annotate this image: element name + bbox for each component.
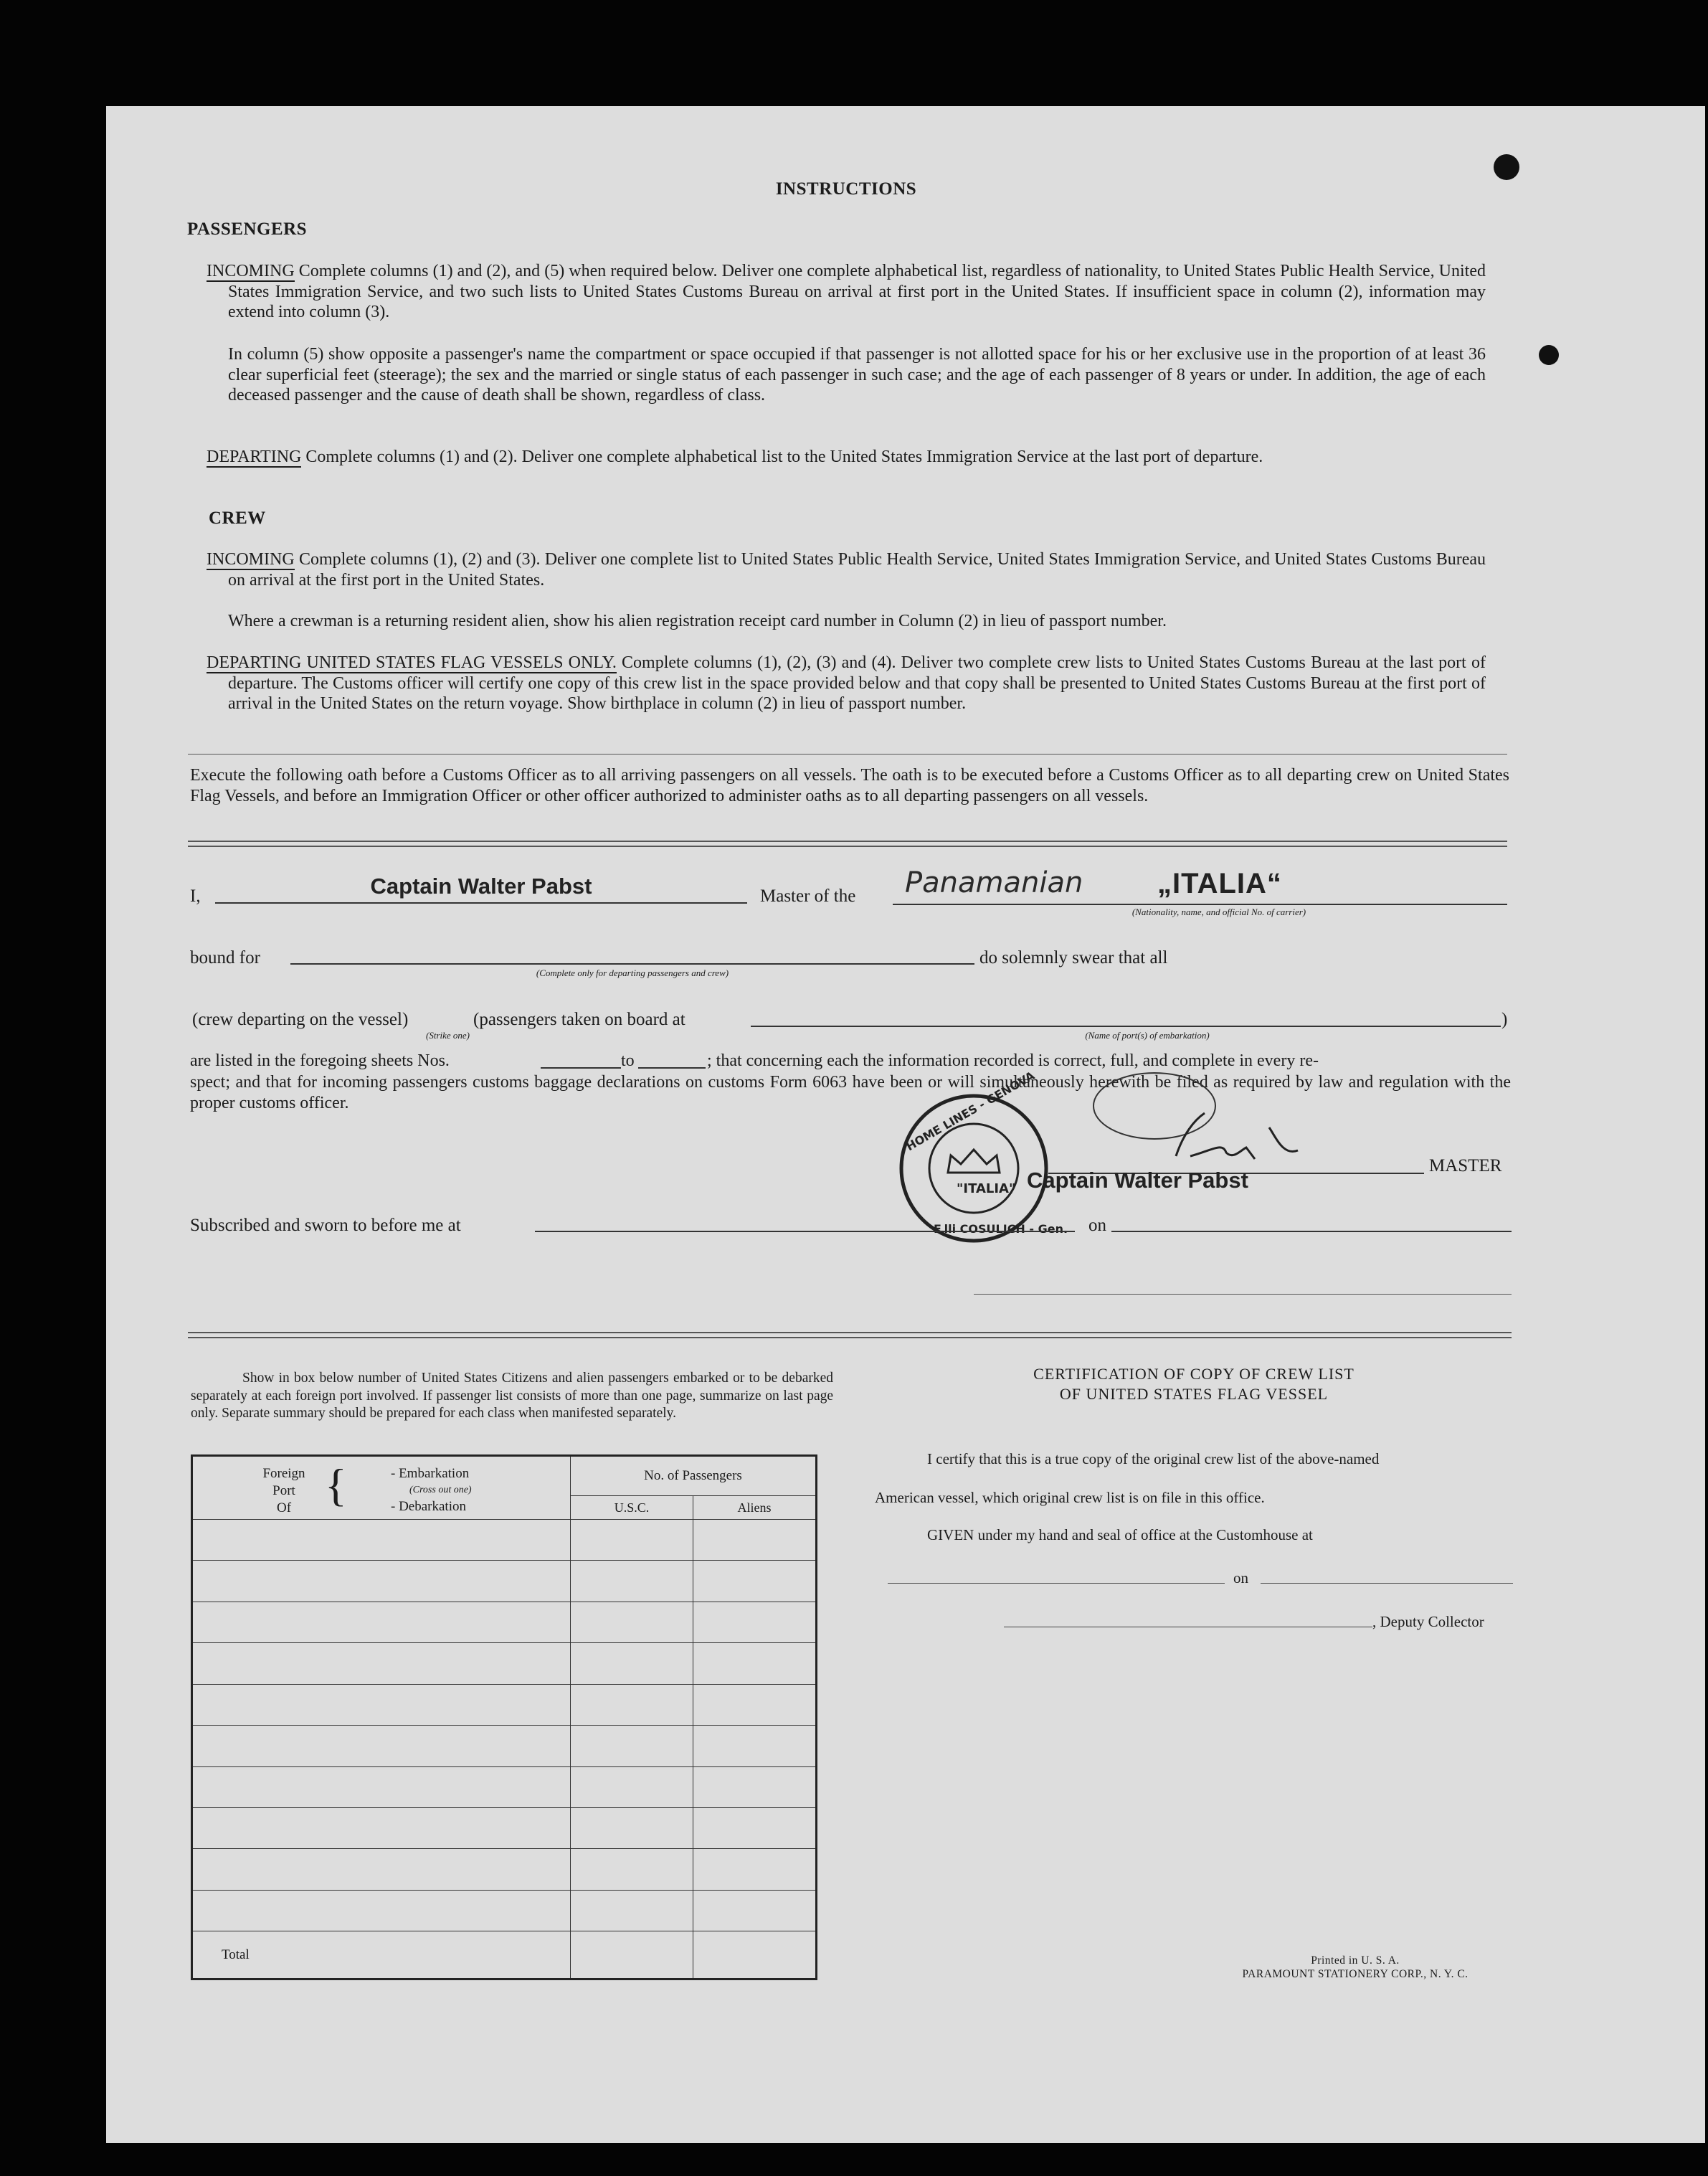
crew-incoming-label: INCOMING (207, 550, 295, 569)
incoming-text: Complete columns (1) and (2), and (5) when required below. Deliver one complete alphabetical list, regardless of nationality, to United States Public Health Service, United States Immigration Service, and two such lists to United States Customs Bureau on arrival at first port in the United States. If insufficient space in column (2), information may extend into column (3). (228, 262, 1486, 321)
certification-title-1: CERTIFICATION OF COPY OF CREW LIST (1033, 1365, 1354, 1383)
usc-cell[interactable] (571, 1726, 693, 1766)
carrier-caption: (Nationality, name, and official No. of carrier) (1131, 907, 1306, 917)
crew-departing-text: Complete columns (1), (2), (3) and (4). Deliver two complete crew lists to United States Customs Bureau at the last port of departure. The Customs officer will certify one copy of this crew list in the space provided below and that copy shall be presented to United States Customs Bureau at the first port of arrival in the United States on the return voyage. Show birthplace in column (2) in lieu of passport number. (228, 653, 1486, 713)
printer-name: PARAMOUNT STATIONERY CORP., N. Y. C. (1242, 1968, 1469, 1980)
total-label: Total (192, 1931, 571, 1979)
departing-text: Complete columns (1) and (2). Deliver one complete alphabetical list to the United States Immigration Service at the last port of departure. (305, 448, 1263, 466)
crew-incoming-text: Complete columns (1), (2) and (3). Deliver one complete list to United States Public Health Service, United States Immigration Service, and United States Customs Bureau on arrival at the first port in the United States. (228, 550, 1486, 590)
port-cell[interactable] (192, 1684, 571, 1725)
respect-text: spect; and that for incoming passengers customs baggage declarations on customs Form 6063 have been or will simultaneously herewith be filed as required by law and regulation with the proper customs officer. (190, 1073, 1511, 1112)
total-row (192, 1931, 817, 1979)
table-row (192, 1849, 817, 1890)
table-row (192, 1684, 817, 1725)
debarkation-label: - Debarkation (391, 1499, 466, 1514)
passengers-incoming-paragraph (207, 261, 1486, 323)
table-row (192, 1519, 817, 1560)
certification-title-2: OF UNITED STATES FLAG VESSEL (1059, 1385, 1329, 1403)
aliens-cell[interactable] (693, 1684, 817, 1725)
port-cell[interactable] (192, 1890, 571, 1931)
table-row (192, 1766, 817, 1807)
bound-for-label: bound for (190, 948, 260, 968)
aliens-cell[interactable] (693, 1807, 817, 1848)
vessel-name: „ITALIA“ (1157, 868, 1282, 899)
stamp-text: "ITALIA" (957, 1181, 1016, 1196)
crew-heading: CREW (209, 508, 266, 528)
hole-punch (1539, 345, 1559, 365)
table-row (192, 1602, 817, 1642)
incoming-label: INCOMING (207, 262, 295, 280)
port-cell[interactable] (192, 1807, 571, 1848)
usc-cell[interactable] (571, 1684, 693, 1725)
table-row (192, 1561, 817, 1602)
oath-i-label: I, (190, 886, 201, 906)
port-cell[interactable] (192, 1643, 571, 1684)
passengers-heading: PASSENGERS (187, 219, 308, 239)
usc-cell[interactable] (571, 1890, 693, 1931)
solemnly-swear-text: do solemnly swear that all (979, 948, 1168, 968)
passengers-departing-paragraph (207, 447, 1486, 468)
deputy-collector-label: , Deputy Collector (1372, 1613, 1484, 1630)
usc-header: U.S.C. (571, 1496, 693, 1519)
concerning-text: ; that concerning each the information recorded is correct, full, and complete in every re- (707, 1051, 1319, 1070)
crew-departing-paragraph (207, 653, 1486, 714)
master-name-typed: Captain Walter Pabst (370, 874, 592, 899)
crew-incoming-paragraph (207, 549, 1486, 590)
of-label: Of (276, 1500, 292, 1515)
master-name-signed: Captain Walter Pabst (1027, 1168, 1248, 1193)
nationality-handwritten: Panamanian (905, 866, 1083, 899)
summary-instructions: Show in box below number of United States Citizens and alien passengers embarked or to be debarked separately at each foreign port involved. If passenger list consists of more than one page, summarize on last page only. Separate summary should be prepared for each class when manifested separately. (191, 1371, 833, 1421)
on-label: on (1088, 1216, 1106, 1235)
master-of-the-label: Master of the (760, 886, 856, 906)
table-row (192, 1643, 817, 1684)
usc-cell[interactable] (571, 1602, 693, 1642)
table-row (192, 1807, 817, 1848)
usc-total-cell[interactable] (571, 1931, 693, 1979)
ink-blot (1494, 154, 1519, 180)
column5-paragraph: In column (5) show opposite a passenger's name the compartment or space occupied if that passenger is not allotted space for his or her exclusive use in the proportion of at least 36 clear superficial feet (steerage); the sex and the married or single status of each passenger in such case; and the age of each passenger of 8 years or under. In addition, the age of each deceased passenger and the cause of death shall be shown, regardless of class. (228, 345, 1486, 405)
embarkation-label: - Embarkation (391, 1466, 470, 1481)
aliens-cell[interactable] (693, 1726, 817, 1766)
aliens-header: Aliens (693, 1496, 817, 1519)
foreign-label: Foreign (262, 1466, 305, 1481)
usc-cell[interactable] (571, 1519, 693, 1560)
usc-cell[interactable] (571, 1807, 693, 1848)
strike-one-caption: (Strike one) (426, 1030, 470, 1041)
master-label: MASTER (1429, 1156, 1502, 1175)
aliens-cell[interactable] (693, 1519, 817, 1560)
aliens-cell[interactable] (693, 1602, 817, 1642)
subscribed-text: Subscribed and sworn to before me at (190, 1216, 461, 1235)
printed-in-label: Printed in U. S. A. (1311, 1954, 1400, 1967)
usc-cell[interactable] (571, 1561, 693, 1602)
listed-in-sheets-text: are listed in the foregoing sheets Nos. (190, 1051, 450, 1070)
certify-text-2: American vessel, which original crew list is on file in this office. (875, 1489, 1265, 1506)
no-of-passengers-header: No. of Passengers (571, 1456, 817, 1496)
stamp-bottom-text: F.lli COSULICH - Gen. (934, 1222, 1068, 1236)
aliens-cell[interactable] (693, 1643, 817, 1684)
certify-text-1: I certify that this is a true copy of the original crew list of the above-named (927, 1450, 1380, 1467)
bound-for-caption: (Complete only for departing passengers and crew) (536, 968, 729, 978)
table-row (192, 1890, 817, 1931)
crew-departing-label: DEPARTING UNITED STATES FLAG VESSELS ONLY. (207, 653, 617, 672)
oath-instructions: Execute the following oath before a Customs Officer as to all arriving passengers on all vessels. The oath is to be executed before a Customs Officer as to all departing crew on United States Flag Vessels, and before an Immigration Officer or other officer authorized to administer oaths as to all departing passengers on all vessels. (190, 766, 1509, 805)
table-row (192, 1726, 817, 1766)
port-cell[interactable] (192, 1849, 571, 1890)
departing-label: DEPARTING (207, 448, 302, 466)
given-under-text: GIVEN under my hand and seal of office at the Customhouse at (927, 1526, 1313, 1543)
port-header-cell: Foreign Port Of { - Embarkation (Cross out one) - Debarkation (192, 1456, 571, 1520)
aliens-cell[interactable] (693, 1561, 817, 1602)
passenger-summary-table (191, 1454, 817, 1980)
aliens-cell[interactable] (693, 1849, 817, 1890)
stamp-ring-text: HOME LINES - GENOVA (903, 1069, 1038, 1154)
port-cell[interactable] (192, 1602, 571, 1642)
cross-out-note: (Cross out one) (409, 1485, 472, 1495)
passengers-taken-text: (passengers taken on board at (473, 1010, 685, 1029)
aliens-cell[interactable] (693, 1766, 817, 1807)
port-cell[interactable] (192, 1766, 571, 1807)
aliens-total-cell[interactable] (693, 1931, 817, 1979)
port-label: Port (272, 1483, 295, 1498)
returning-alien-paragraph: Where a crewman is a returning resident alien, show his alien registration receipt card number in Column (2) in lieu of passport number. (228, 612, 1167, 630)
to-label: to (621, 1051, 635, 1070)
crew-departing-text: (crew departing on the vessel) (192, 1010, 409, 1029)
aliens-cell[interactable] (693, 1890, 817, 1931)
instructions-title: INSTRUCTIONS (775, 179, 917, 199)
embarkation-caption: (Name of port(s) of embarkation) (1085, 1030, 1210, 1041)
port-cell[interactable] (192, 1726, 571, 1766)
usc-cell[interactable] (571, 1849, 693, 1890)
cert-on-label: on (1233, 1569, 1248, 1586)
port-cell[interactable] (192, 1561, 571, 1602)
close-paren: ) (1501, 1010, 1508, 1029)
usc-cell[interactable] (571, 1766, 693, 1807)
usc-cell[interactable] (571, 1643, 693, 1684)
port-cell[interactable] (192, 1519, 571, 1560)
